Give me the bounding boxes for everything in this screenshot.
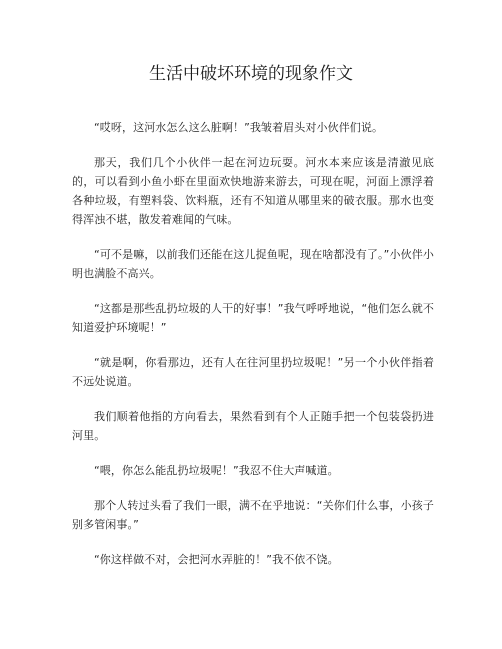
paragraph: 那个人转过头看了我们一眼，满不在乎地说：“关你们什么事，小孩子别多管闲事。” xyxy=(72,499,434,531)
essay-body xyxy=(72,118,434,585)
paragraph: 那天，我们几个小伙伴一起在河边玩耍。河水本来应该是清澈见底的，可以看到小鱼小虾在里面欢快地游来游去，可现在呢，河面上漂浮着各种垃圾，有塑料袋、饮料瓶，还有不知道从哪里来的破衣服。那水也变得浑浊不堪，散发着难闻的气味。 xyxy=(72,156,434,226)
paragraph: “哎呀，这河水怎么这么脏啊！”我皱着眉头对小伙伴们说。 xyxy=(94,121,384,134)
paragraph: 我们顺着他指的方向看去，果然看到有个人正随手把一个包装袋扔进河里。 xyxy=(72,410,434,442)
paragraph: “你这样做不对，会把河水弄脏的！”我不依不饶。 xyxy=(94,553,339,566)
paragraph: “这都是那些乱扔垃圾的人干的好事！”我气呼呼地说，“他们怎么就不知道爱护环境呢！” xyxy=(72,302,434,334)
paragraph: “喂，你怎么能乱扔垃圾呢！”我忍不住大声喊道。 xyxy=(94,464,339,477)
page-title: 生活中破坏环境的现象作文 xyxy=(149,64,353,84)
paragraph: “就是啊，你看那边，还有人在往河里扔垃圾呢！”另一个小伙伴指着不远处说道。 xyxy=(72,356,434,388)
paragraph: “可不是嘛，以前我们还能在这儿捉鱼呢，现在啥都没有了。”小伙伴小明也满脸不高兴。 xyxy=(72,248,434,280)
